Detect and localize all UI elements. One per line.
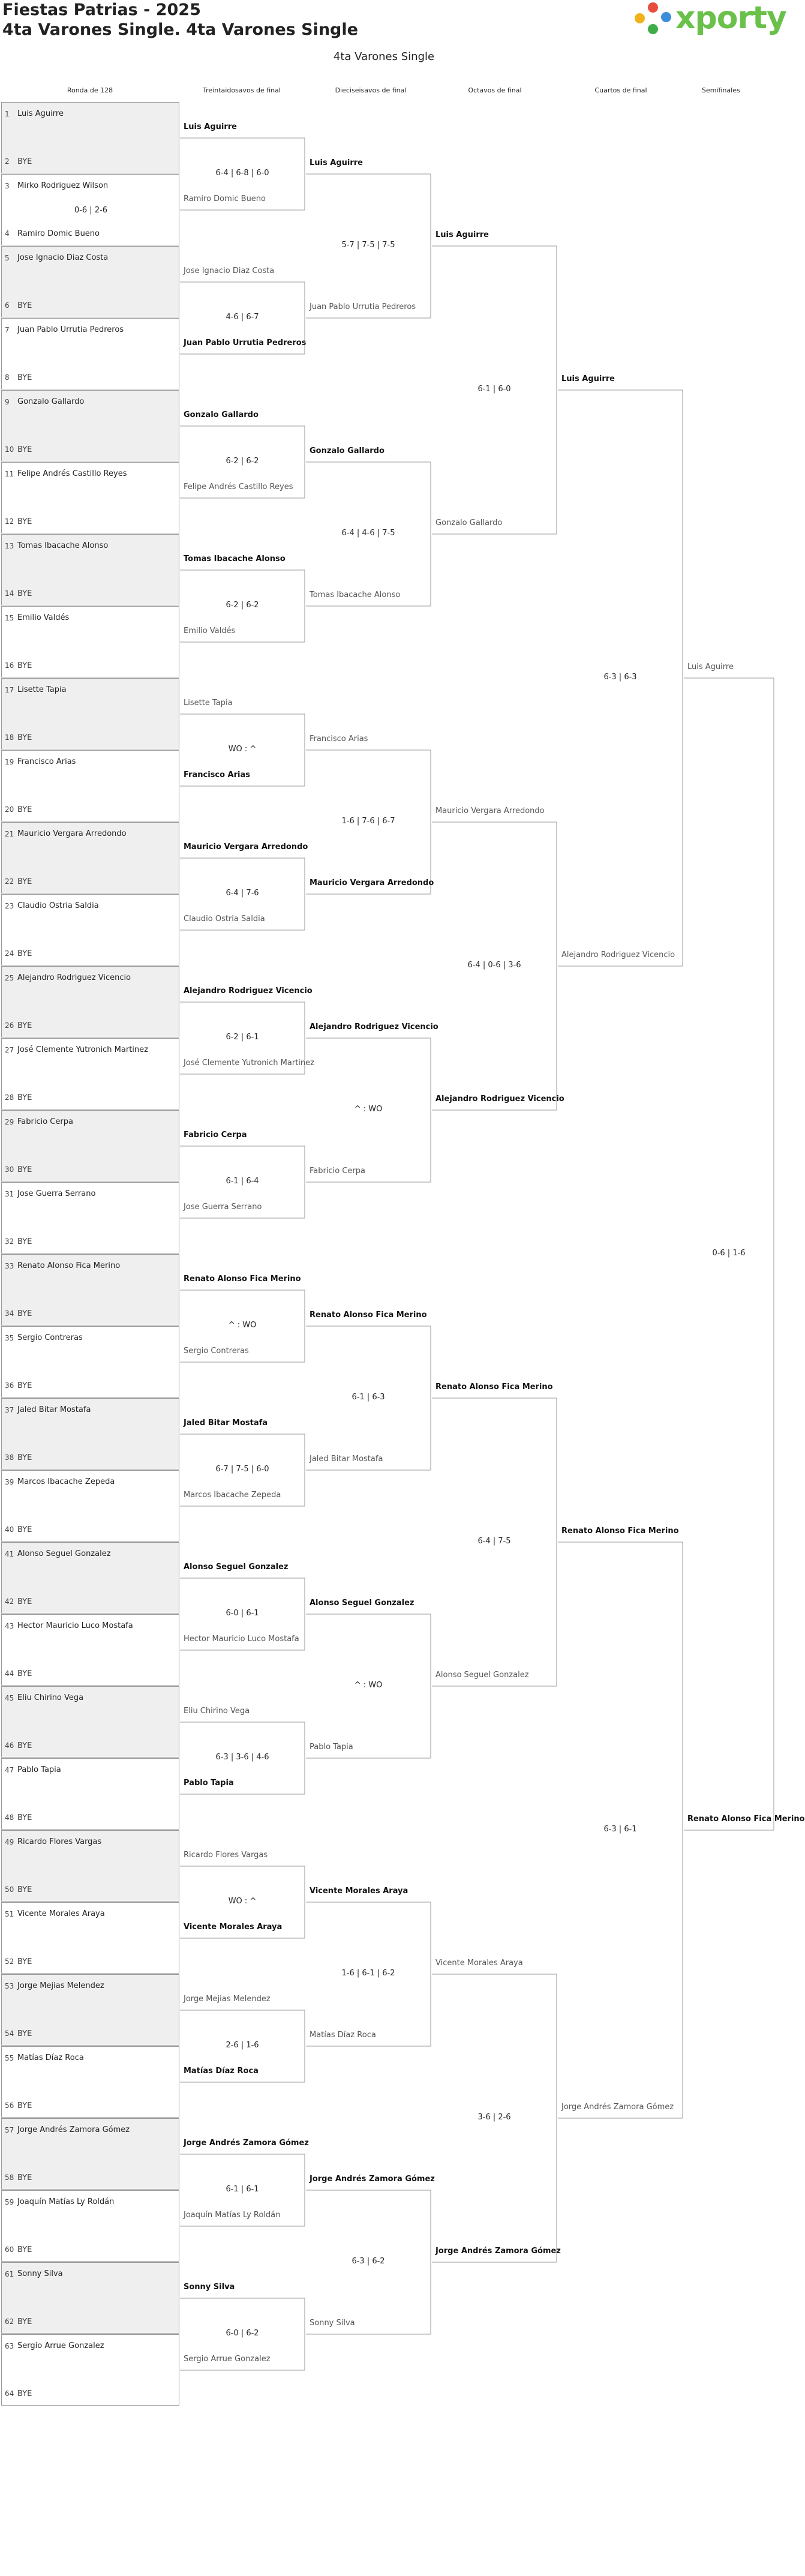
seed-number: 58 xyxy=(5,2173,14,2182)
player-name: Alejandro Rodriguez Vicencio xyxy=(561,950,675,959)
player-name: Ramiro Domic Bueno xyxy=(17,229,100,238)
player-name: Francisco Arias xyxy=(17,757,76,766)
match-cell[interactable] xyxy=(1,390,179,461)
match-score: WO : ^ xyxy=(228,1897,257,1906)
bye-label: BYE xyxy=(17,949,32,958)
match-cell[interactable] xyxy=(1,1614,179,1686)
player-name: Fabricio Cerpa xyxy=(310,1166,365,1175)
player-name: Jorge Andrés Zamora Gómez xyxy=(561,2103,674,2112)
match-score: 0-6 | 2-6 xyxy=(74,206,108,215)
bye-label: BYE xyxy=(17,2389,32,2398)
player-name: Gonzalo Gallardo xyxy=(310,446,385,455)
player-name: Eliu Chirino Vega xyxy=(17,1693,84,1702)
player-name: Jorge Andrés Zamora Gómez xyxy=(184,2139,309,2148)
player-name: Mirko Rodriguez Wilson xyxy=(17,181,109,190)
match-score: 6-4 | 0-6 | 3-6 xyxy=(467,961,521,970)
match-score: 6-2 | 6-2 xyxy=(226,457,259,466)
player-name: Jose Ignacio Diaz Costa xyxy=(184,266,275,275)
player-name: Jorge Mejias Melendez xyxy=(17,1981,104,1990)
seed-number: 26 xyxy=(5,1021,14,1030)
match-cell[interactable] xyxy=(1,1110,179,1181)
bye-label: BYE xyxy=(17,2101,32,2110)
player-name: Joaquín Matías Ly Roldán xyxy=(17,2197,115,2206)
player-name: Pablo Tapia xyxy=(184,1779,234,1788)
match-score: 6-3 | 6-1 xyxy=(603,1825,637,1834)
bye-label: BYE xyxy=(17,2029,32,2038)
seed-number: 50 xyxy=(5,1885,14,1894)
match-cell[interactable] xyxy=(1,1902,179,1974)
bye-label: BYE xyxy=(17,1741,32,1750)
seed-number: 33 xyxy=(5,1262,14,1270)
seed-number: 1 xyxy=(5,110,10,118)
match-score: 6-0 | 6-2 xyxy=(226,2329,259,2338)
match-score: 1-6 | 7-6 | 6-7 xyxy=(341,817,395,826)
match-score: 6-1 | 6-0 xyxy=(477,385,511,394)
player-name: Ramiro Domic Bueno xyxy=(184,194,266,203)
bye-label: BYE xyxy=(17,1813,32,1822)
match-cell[interactable] xyxy=(1,606,179,677)
player-name: Pablo Tapia xyxy=(310,1743,353,1752)
player-name: José Clemente Yutronich Martinez xyxy=(17,1045,148,1054)
match-score: 6-4 | 7-5 xyxy=(477,1537,511,1546)
player-name: Sergio Arrue Gonzalez xyxy=(17,2341,104,2350)
player-name: Marcos Ibacache Zepeda xyxy=(184,1491,281,1500)
player-name: Luis Aguirre xyxy=(17,109,64,118)
seed-number: 24 xyxy=(5,949,14,958)
bye-label: BYE xyxy=(17,445,32,454)
player-name: Renato Alonso Fica Merino xyxy=(435,1383,553,1392)
round-header: Treintaidosavos de final xyxy=(203,86,281,94)
player-name: Sonny Silva xyxy=(310,2319,355,2328)
seed-number: 4 xyxy=(5,229,10,238)
player-name: Matías Díaz Roca xyxy=(184,2067,259,2076)
player-name: Jaled Bitar Mostafa xyxy=(17,1405,91,1414)
page-title: Fiestas Patrias - 2025 xyxy=(2,1,201,19)
bye-label: BYE xyxy=(17,1381,32,1390)
seed-number: 7 xyxy=(5,326,10,334)
player-name: Tomas Ibacache Alonso xyxy=(184,554,286,563)
match-cell[interactable] xyxy=(1,318,179,389)
match-cell[interactable] xyxy=(1,246,179,317)
seed-number: 47 xyxy=(5,1766,14,1774)
bye-label: BYE xyxy=(17,1237,32,1246)
player-name: Sergio Contreras xyxy=(17,1333,83,1342)
match-cell[interactable] xyxy=(1,102,179,173)
bye-label: BYE xyxy=(17,1309,32,1318)
player-name: Francisco Arias xyxy=(310,734,368,743)
match-cell[interactable] xyxy=(1,2262,179,2334)
match-score: 3-6 | 2-6 xyxy=(477,2113,511,2122)
seed-number: 5 xyxy=(5,254,10,262)
player-name: Hector Mauricio Luco Mostafa xyxy=(184,1635,299,1644)
player-name: Eliu Chirino Vega xyxy=(184,1707,250,1716)
player-name: Sergio Arrue Gonzalez xyxy=(184,2355,271,2364)
seed-number: 39 xyxy=(5,1478,14,1486)
round-header: Cuartos de final xyxy=(594,86,647,94)
player-name: Gonzalo Gallardo xyxy=(184,410,259,419)
player-name: Jorge Andrés Zamora Gómez xyxy=(310,2175,435,2184)
player-name: Francisco Arias xyxy=(184,770,250,779)
player-name: Sonny Silva xyxy=(17,2269,63,2278)
match-score: 6-4 | 4-6 | 7-5 xyxy=(341,529,395,538)
player-name: Vicente Morales Araya xyxy=(310,1887,408,1896)
match-cell[interactable] xyxy=(1,1470,179,1542)
match-score: 6-4 | 7-6 xyxy=(226,889,259,898)
seed-number: 64 xyxy=(5,2389,14,2398)
bye-label: BYE xyxy=(17,733,32,742)
player-name: Alejandro Rodriguez Vicencio xyxy=(184,986,313,995)
seed-number: 35 xyxy=(5,1334,14,1342)
bye-label: BYE xyxy=(17,877,32,886)
seed-number: 28 xyxy=(5,1093,14,1102)
match-score: 6-3 | 6-2 xyxy=(352,2257,385,2266)
seed-number: 3 xyxy=(5,182,10,190)
match-score: 6-3 | 6-3 xyxy=(603,673,637,682)
seed-number: 12 xyxy=(5,517,14,526)
match-cell[interactable] xyxy=(1,2118,179,2190)
seed-number: 46 xyxy=(5,1741,14,1750)
seed-number: 32 xyxy=(5,1237,14,1246)
player-name: Gonzalo Gallardo xyxy=(435,518,503,527)
bye-label: BYE xyxy=(17,661,32,670)
bye-label: BYE xyxy=(17,2245,32,2254)
player-name: Claudio Ostria Saldia xyxy=(184,914,265,923)
match-score: 0-6 | 1-6 xyxy=(712,1249,746,1258)
seed-number: 18 xyxy=(5,733,14,742)
match-score: 6-1 | 6-3 xyxy=(352,1393,385,1402)
seed-number: 52 xyxy=(5,1957,14,1966)
match-cell[interactable] xyxy=(1,1254,179,1326)
logo-text: xporty xyxy=(675,0,786,36)
match-score: 6-0 | 6-1 xyxy=(226,1609,259,1618)
bye-label: BYE xyxy=(17,373,32,382)
player-name: Renato Alonso Fica Merino xyxy=(687,1815,805,1824)
seed-number: 61 xyxy=(5,2270,14,2278)
bye-label: BYE xyxy=(17,589,32,598)
player-name: Jose Ignacio Diaz Costa xyxy=(17,253,109,262)
match-cell[interactable] xyxy=(1,1326,179,1398)
seed-number: 2 xyxy=(5,157,10,166)
match-score: 6-2 | 6-2 xyxy=(226,601,259,610)
round-header: Octavos de final xyxy=(468,86,522,94)
player-name: Luis Aguirre xyxy=(435,230,489,239)
player-name: Alejandro Rodriguez Vicencio xyxy=(435,1094,564,1103)
match-cell[interactable] xyxy=(1,1686,179,1758)
seed-number: 54 xyxy=(5,2029,14,2038)
match-score: ^ : WO xyxy=(228,1321,257,1330)
match-cell[interactable] xyxy=(1,966,179,1037)
player-name: Sonny Silva xyxy=(184,2283,235,2292)
seed-number: 45 xyxy=(5,1694,14,1702)
seed-number: 9 xyxy=(5,398,10,406)
player-name: Jaled Bitar Mostafa xyxy=(184,1419,268,1428)
match-cell[interactable] xyxy=(1,894,179,965)
bye-label: BYE xyxy=(17,1021,32,1030)
player-name: Sergio Contreras xyxy=(184,1347,249,1356)
bye-label: BYE xyxy=(17,1093,32,1102)
seed-number: 56 xyxy=(5,2101,14,2110)
player-name: Jorge Andrés Zamora Gómez xyxy=(17,2125,130,2134)
player-name: Emilio Valdés xyxy=(184,626,236,635)
seed-number: 21 xyxy=(5,830,14,838)
seed-number: 42 xyxy=(5,1597,14,1606)
player-name: Gonzalo Gallardo xyxy=(17,397,85,406)
seed-number: 16 xyxy=(5,661,14,670)
player-name: Juan Pablo Urrutia Pedreros xyxy=(310,302,416,311)
seed-number: 43 xyxy=(5,1622,14,1630)
player-name: Luis Aguirre xyxy=(310,158,363,167)
player-name: Luis Aguirre xyxy=(687,662,734,671)
player-name: Juan Pablo Urrutia Pedreros xyxy=(17,325,124,334)
seed-number: 29 xyxy=(5,1118,14,1126)
player-name: Jose Guerra Serrano xyxy=(17,1189,96,1198)
player-name: Claudio Ostria Saldia xyxy=(17,901,99,910)
seed-number: 30 xyxy=(5,1165,14,1174)
player-name: Jorge Mejias Melendez xyxy=(184,1995,271,2004)
player-name: Vicente Morales Araya xyxy=(17,1909,105,1918)
match-score: 1-6 | 6-1 | 6-2 xyxy=(341,1969,395,1978)
match-score: WO : ^ xyxy=(228,745,257,754)
seed-number: 11 xyxy=(5,470,14,478)
bye-label: BYE xyxy=(17,517,32,526)
bye-label: BYE xyxy=(17,2173,32,2182)
player-name: Tomas Ibacache Alonso xyxy=(17,541,109,550)
seed-number: 62 xyxy=(5,2317,14,2326)
match-cell[interactable] xyxy=(1,1398,179,1470)
seed-number: 44 xyxy=(5,1669,14,1678)
match-cell[interactable] xyxy=(1,2046,179,2118)
match-cell[interactable] xyxy=(1,2190,179,2262)
player-name: Ricardo Flores Vargas xyxy=(17,1837,102,1846)
match-cell[interactable] xyxy=(1,1830,179,1902)
match-cell[interactable] xyxy=(1,1182,179,1253)
match-cell[interactable] xyxy=(1,1974,179,2046)
player-name: Hector Mauricio Luco Mostafa xyxy=(17,1621,133,1630)
seed-number: 10 xyxy=(5,445,14,454)
player-name: Vicente Morales Araya xyxy=(435,1959,523,1968)
player-name: Emilio Valdés xyxy=(17,613,70,622)
seed-number: 53 xyxy=(5,1982,14,1990)
seed-number: 20 xyxy=(5,805,14,814)
seed-number: 48 xyxy=(5,1813,14,1822)
seed-number: 63 xyxy=(5,2342,14,2350)
player-name: Fabricio Cerpa xyxy=(17,1117,73,1126)
player-name: Luis Aguirre xyxy=(561,374,615,383)
seed-number: 14 xyxy=(5,589,14,598)
seed-number: 59 xyxy=(5,2198,14,2206)
match-cell[interactable] xyxy=(1,1542,179,1614)
player-name: Jaled Bitar Mostafa xyxy=(310,1455,383,1464)
seed-number: 49 xyxy=(5,1838,14,1846)
player-name: Lisette Tapia xyxy=(184,698,233,707)
match-score: 4-6 | 6-7 xyxy=(226,313,259,322)
player-name: Alonso Seguel Gonzalez xyxy=(310,1599,414,1608)
player-name: Matías Díaz Roca xyxy=(310,2031,376,2040)
player-name: Alejandro Rodriguez Vicencio xyxy=(310,1022,438,1031)
player-name: Renato Alonso Fica Merino xyxy=(310,1311,427,1320)
match-cell[interactable] xyxy=(1,1038,179,1109)
match-cell[interactable] xyxy=(1,462,179,533)
bye-label: BYE xyxy=(17,1165,32,1174)
bye-label: BYE xyxy=(17,805,32,814)
seed-number: 13 xyxy=(5,542,14,550)
match-cell[interactable] xyxy=(1,534,179,605)
player-name: Alejandro Rodriguez Vicencio xyxy=(17,973,131,982)
player-name: Marcos Ibacache Zepeda xyxy=(17,1477,115,1486)
match-cell[interactable] xyxy=(1,822,179,893)
player-name: Mauricio Vergara Arredondo xyxy=(184,842,308,851)
player-name: Felipe Andrés Castillo Reyes xyxy=(184,482,293,491)
player-name: Juan Pablo Urrutia Pedreros xyxy=(184,338,307,347)
match-score: 6-4 | 6-8 | 6-0 xyxy=(215,169,269,178)
seed-number: 51 xyxy=(5,1910,14,1918)
seed-number: 41 xyxy=(5,1550,14,1558)
player-name: Ricardo Flores Vargas xyxy=(184,1851,268,1860)
player-name: Pablo Tapia xyxy=(17,1765,61,1774)
player-name: Lisette Tapia xyxy=(17,685,67,694)
seed-number: 31 xyxy=(5,1190,14,1198)
player-name: José Clemente Yutronich Martinez xyxy=(184,1058,314,1067)
match-score: 6-1 | 6-1 xyxy=(226,2185,259,2194)
match-score: 5-7 | 7-5 | 7-5 xyxy=(341,241,395,250)
bye-label: BYE xyxy=(17,1885,32,1894)
player-name: Felipe Andrés Castillo Reyes xyxy=(17,469,127,478)
player-name: Vicente Morales Araya xyxy=(184,1923,283,1932)
round-header: Dieciseisavos de final xyxy=(335,86,407,94)
seed-number: 57 xyxy=(5,2126,14,2134)
player-name: Alonso Seguel Gonzalez xyxy=(17,1549,111,1558)
player-name: Mauricio Vergara Arredondo xyxy=(435,806,545,815)
player-name: Mauricio Vergara Arredondo xyxy=(310,878,434,887)
player-name: Jorge Andrés Zamora Gómez xyxy=(435,2247,561,2256)
bye-label: BYE xyxy=(17,1957,32,1966)
seed-number: 34 xyxy=(5,1309,14,1318)
player-name: Renato Alonso Fica Merino xyxy=(184,1274,301,1283)
bye-label: BYE xyxy=(17,1597,32,1606)
player-name: Alonso Seguel Gonzalez xyxy=(435,1671,529,1680)
match-score: ^ : WO xyxy=(354,1681,383,1690)
player-name: Jose Guerra Serrano xyxy=(184,1202,262,1211)
seed-number: 55 xyxy=(5,2054,14,2062)
seed-number: 37 xyxy=(5,1406,14,1414)
player-name: Renato Alonso Fica Merino xyxy=(17,1261,121,1270)
match-cell[interactable] xyxy=(1,2334,179,2406)
bye-label: BYE xyxy=(17,1669,32,1678)
player-name: Fabricio Cerpa xyxy=(184,1130,247,1139)
page-subtitle: 4ta Varones Single. 4ta Varones Single xyxy=(2,20,358,39)
match-score: 6-2 | 6-1 xyxy=(226,1033,259,1042)
match-score: 2-6 | 1-6 xyxy=(226,2041,259,2050)
match-cell[interactable] xyxy=(1,174,179,245)
player-name: Matías Díaz Roca xyxy=(17,2053,84,2062)
match-score: 6-3 | 3-6 | 4-6 xyxy=(215,1753,269,1762)
player-name: Joaquín Matías Ly Roldán xyxy=(184,2211,281,2220)
seed-number: 36 xyxy=(5,1381,14,1390)
player-name: Renato Alonso Fica Merino xyxy=(561,1527,679,1536)
bye-label: BYE xyxy=(17,2317,32,2326)
match-score: ^ : WO xyxy=(354,1105,383,1114)
seed-number: 25 xyxy=(5,974,14,982)
seed-number: 38 xyxy=(5,1453,14,1462)
seed-number: 17 xyxy=(5,686,14,694)
seed-number: 40 xyxy=(5,1525,14,1534)
player-name: Mauricio Vergara Arredondo xyxy=(17,829,127,838)
draw-title: 4ta Varones Single xyxy=(333,50,435,63)
bye-label: BYE xyxy=(17,1453,32,1462)
seed-number: 27 xyxy=(5,1046,14,1054)
match-score: 6-1 | 6-4 xyxy=(226,1177,259,1186)
player-name: Tomas Ibacache Alonso xyxy=(310,590,401,599)
player-name: Alonso Seguel Gonzalez xyxy=(184,1563,289,1572)
match-score: 6-7 | 7-5 | 6-0 xyxy=(215,1465,269,1474)
match-cell[interactable] xyxy=(1,678,179,749)
bye-label: BYE xyxy=(17,301,32,310)
seed-number: 22 xyxy=(5,877,14,886)
seed-number: 23 xyxy=(5,902,14,910)
round-header: Ronda de 128 xyxy=(67,86,113,94)
seed-number: 60 xyxy=(5,2245,14,2254)
seed-number: 19 xyxy=(5,758,14,766)
player-name: Luis Aguirre xyxy=(184,122,237,131)
seed-number: 8 xyxy=(5,373,10,382)
match-cell[interactable] xyxy=(1,750,179,821)
bye-label: BYE xyxy=(17,1525,32,1534)
seed-number: 6 xyxy=(5,301,10,310)
match-cell[interactable] xyxy=(1,1758,179,1830)
round-header: Semifinales xyxy=(702,86,740,94)
seed-number: 15 xyxy=(5,614,14,622)
bye-label: BYE xyxy=(17,157,32,166)
